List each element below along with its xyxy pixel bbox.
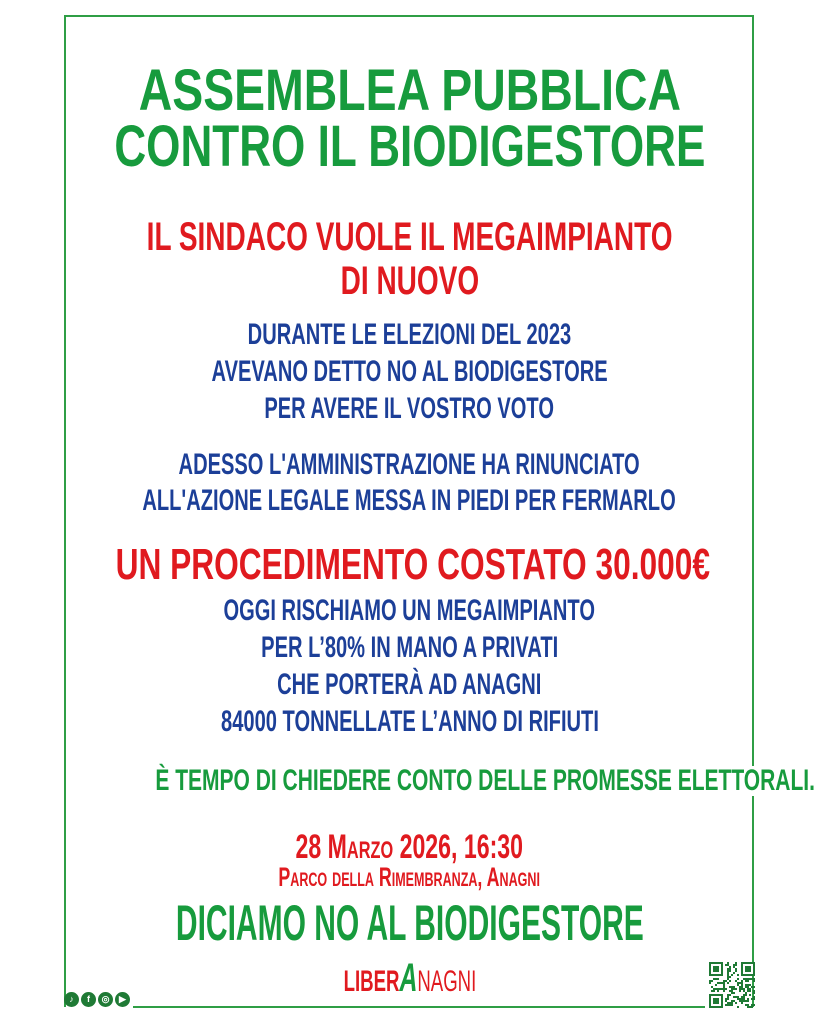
- social-icons: [64, 992, 130, 1007]
- paragraph3-line: PER L’80% IN MANO A PRIVATI: [260, 631, 559, 664]
- liberanagni-logo: LIBERANAGNI: [343, 956, 476, 1000]
- slogan: DICIAMO NO AL BIODIGESTORE: [175, 895, 644, 951]
- paragraph1-line: PER AVERE IL VOSTRO VOTO: [264, 392, 555, 425]
- paragraph2-line: ALL'AZIONE LEGALE MESSA IN PIEDI PER FERMARLO: [142, 484, 677, 517]
- paragraph1-line: DURANTE LE ELEZIONI DEL 2023: [247, 318, 572, 351]
- event-datetime: 28 Marzo 2026, 16:30: [295, 828, 524, 866]
- paragraph3-line: OGGI RISCHIAMO UN MEGAIMPIANTO: [223, 594, 596, 627]
- title-line-2: CONTRO IL BIODIGESTORE: [113, 114, 706, 179]
- tiktok-icon[interactable]: ♪: [64, 992, 79, 1007]
- cost-statement: UN PROCEDIMENTO COSTATO 30.000€: [115, 540, 711, 589]
- qr-code-icon[interactable]: [709, 962, 755, 1008]
- headline-line-2: DI NUOVO: [340, 259, 479, 303]
- instagram-icon[interactable]: ◎: [98, 992, 113, 1007]
- bottom-divider: [133, 1006, 705, 1008]
- paragraph2-line: ADESSO L'AMMINISTRAZIONE HA RINUNCIATO: [178, 448, 641, 481]
- paragraph3-line: CHE PORTERÀ AD ANAGNI: [277, 668, 542, 701]
- title-line-1: ASSEMBLEA PUBBLICA: [138, 58, 681, 123]
- paragraph3-line: 84000 TONNELLATE L’ANNO DI RIFIUTI: [220, 705, 599, 738]
- youtube-icon[interactable]: ▶: [115, 992, 130, 1007]
- headline-line-1: IL SINDACO VUOLE IL MEGAIMPIANTO: [146, 215, 673, 259]
- facebook-icon[interactable]: f: [81, 992, 96, 1007]
- event-place: Parco della Rimembranza, Anagni: [278, 862, 541, 892]
- paragraph1-line: AVEVANO DETTO NO AL BIODIGESTORE: [211, 355, 608, 388]
- call-to-action: È TEMPO DI CHIEDERE CONTO DELLE PROMESSE ELETTORALI.: [0, 766, 819, 796]
